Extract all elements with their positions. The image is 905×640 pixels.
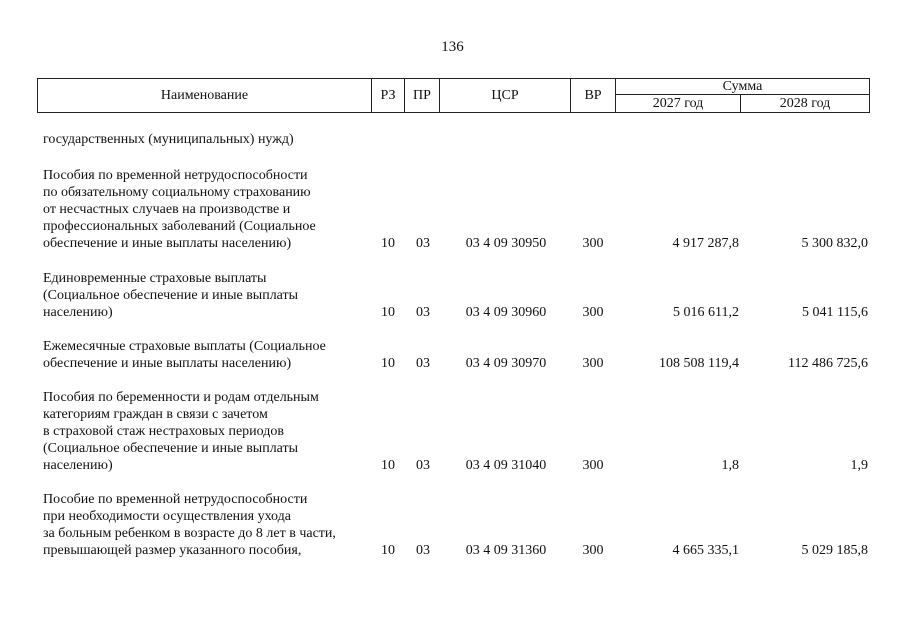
row-name: Пособия по временной нетрудоспособности по обязательному социальному страхованию от несчастных случаев на производстве и профессиональных заболеваний (Социальное обеспечение и иные выплаты населению) xyxy=(43,168,316,251)
row-vr: 300 xyxy=(582,458,604,473)
row-rz: 10 xyxy=(381,356,395,371)
rows-container xyxy=(0,131,905,559)
row-name: Пособия по беременности и родам отдельным категориям граждан в связи с зачетом в страховой стаж нестраховых периодов (Социальное обеспечение и иные выплаты населению) xyxy=(43,390,319,473)
table-body xyxy=(0,131,905,559)
row-vr: 300 xyxy=(582,305,604,320)
row-sum-2028: 5 300 832,0 xyxy=(801,236,868,251)
table-header xyxy=(37,78,870,113)
header-csr: ЦСР xyxy=(440,79,571,113)
row-sum-2028: 5 041 115,6 xyxy=(802,305,868,320)
row-sum-2027: 5 016 611,2 xyxy=(673,305,739,320)
table-row xyxy=(0,167,905,252)
row-csr: 03 4 09 30950 xyxy=(465,236,547,251)
page-number: 136 xyxy=(441,39,464,55)
row-csr: 03 4 09 31040 xyxy=(465,458,547,473)
header-pr: ПР xyxy=(405,79,440,113)
table-row xyxy=(0,270,905,321)
row-sum-2027: 1,8 xyxy=(721,458,739,473)
row-csr: 03 4 09 30960 xyxy=(465,305,547,320)
row-vr: 300 xyxy=(582,236,604,251)
row-pr: 03 xyxy=(416,356,430,371)
row-sum-2028: 112 486 725,6 xyxy=(788,356,868,371)
row-vr: 300 xyxy=(582,543,604,558)
row-vr: 300 xyxy=(582,356,604,371)
table-row xyxy=(0,389,905,474)
row-pr: 03 xyxy=(416,305,430,320)
row-sum-2028: 5 029 185,8 xyxy=(801,543,868,558)
row-sum-2027: 108 508 119,4 xyxy=(659,356,739,371)
row-sum-2027: 4 665 335,1 xyxy=(672,543,739,558)
row-rz: 10 xyxy=(381,305,395,320)
row-name: Пособие по временной нетрудоспособности при необходимости осуществления ухода за больным ребенком в возрасте до 8 лет в части, превышающей размер указанного пособия, xyxy=(43,492,336,558)
row-sum-2027: 4 917 287,8 xyxy=(672,236,739,251)
row-pr: 03 xyxy=(416,458,430,473)
row-rz: 10 xyxy=(381,458,395,473)
header-vr: ВР xyxy=(571,79,616,113)
row-rz: 10 xyxy=(381,543,395,558)
row-name: Ежемесячные страховые выплаты (Социальное обеспечение и иные выплаты населению) xyxy=(43,339,326,371)
table-row xyxy=(0,131,905,148)
row-sum-2028: 1,9 xyxy=(850,458,868,473)
row-pr: 03 xyxy=(416,543,430,558)
header-year-2027: 2027 год xyxy=(616,95,741,113)
row-name: государственных (муниципальных) нужд) xyxy=(43,132,294,147)
header-rz: РЗ xyxy=(372,79,405,113)
row-csr: 03 4 09 30970 xyxy=(465,356,547,371)
row-rz: 10 xyxy=(381,236,395,251)
row-pr: 03 xyxy=(416,236,430,251)
row-csr: 03 4 09 31360 xyxy=(465,543,547,558)
header-year-2028: 2028 год xyxy=(741,95,870,113)
header-name: Наименование xyxy=(38,79,372,113)
header-sum: Сумма xyxy=(616,79,870,95)
table-row xyxy=(0,491,905,559)
row-name: Единовременные страховые выплаты (Социальное обеспечение и иные выплаты населению) xyxy=(43,271,299,320)
table-row xyxy=(0,338,905,372)
